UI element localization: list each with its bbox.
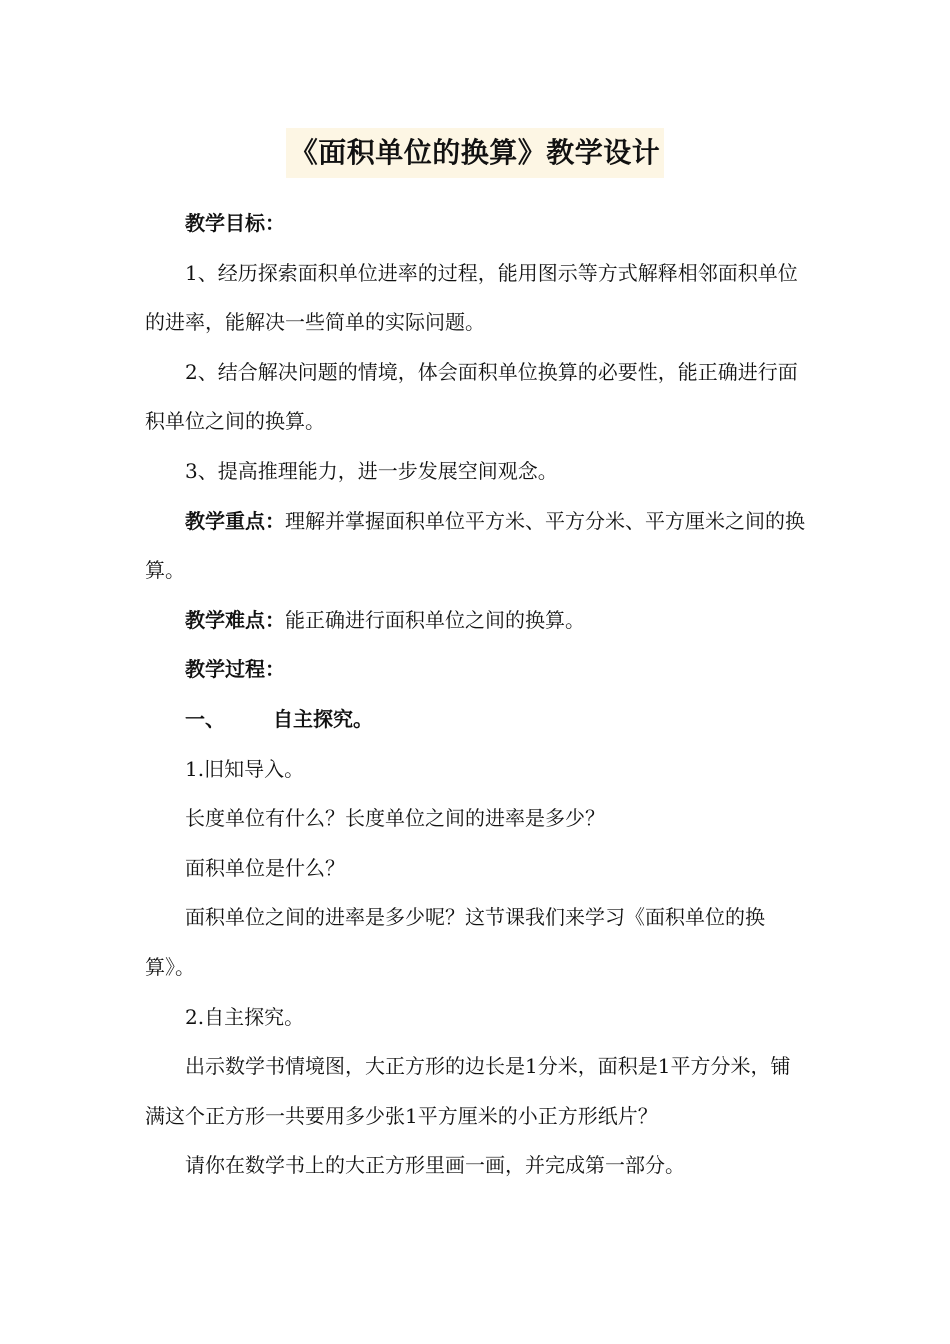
objective-item: 1、经历探索面积单位进率的过程，能用图示等方式解释相邻面积单位的进率，能解决一些简单的实际问题。 bbox=[145, 260, 798, 335]
step-paragraph: 出示数学书情境图，大正方形的边长是1分米，面积是1平方分米，铺满这个正方形一共要用多少张1平方厘米的小正方形纸片？ bbox=[145, 1054, 791, 1128]
step-paragraph: 长度单位有什么？长度单位之间的进率是多少？ bbox=[185, 806, 605, 831]
difficulty-paragraph bbox=[145, 596, 810, 646]
step-title: 2.自主探究。 bbox=[185, 1004, 305, 1029]
step-title: 1.旧知导入。 bbox=[185, 756, 305, 781]
section-heading bbox=[145, 695, 810, 745]
document-title-row bbox=[0, 128, 950, 180]
document-title: 《面积单位的换算》教学设计 bbox=[286, 128, 665, 178]
step-paragraph: 请你在数学书上的大正方形里画一画，并完成第一部分。 bbox=[185, 1153, 685, 1178]
objective-item: 3、提高推理能力，进一步发展空间观念。 bbox=[185, 458, 558, 483]
step-paragraph: 面积单位之间的进率是多少呢？这节课我们来学习《面积单位的换算》。 bbox=[145, 905, 765, 979]
key-points-text: 理解并掌握面积单位平方米、平方分米、平方厘米之间的换算。 bbox=[145, 508, 805, 583]
key-points-paragraph bbox=[145, 497, 810, 596]
process-heading: 教学过程： bbox=[185, 657, 285, 682]
section-number: 一、 bbox=[185, 706, 225, 731]
section-title: 自主探究。 bbox=[273, 706, 373, 731]
objective-item: 2、结合解决问题的情境，体会面积单位换算的必要性，能正确进行面积单位之间的换算。 bbox=[145, 359, 798, 434]
step-paragraph: 面积单位是什么？ bbox=[185, 855, 345, 880]
key-points-label: 教学重点： bbox=[185, 508, 285, 533]
document-body bbox=[145, 199, 810, 1191]
difficulty-label: 教学难点： bbox=[185, 607, 285, 632]
difficulty-text: 能正确进行面积单位之间的换算。 bbox=[285, 607, 585, 632]
objectives-heading: 教学目标： bbox=[185, 211, 285, 235]
